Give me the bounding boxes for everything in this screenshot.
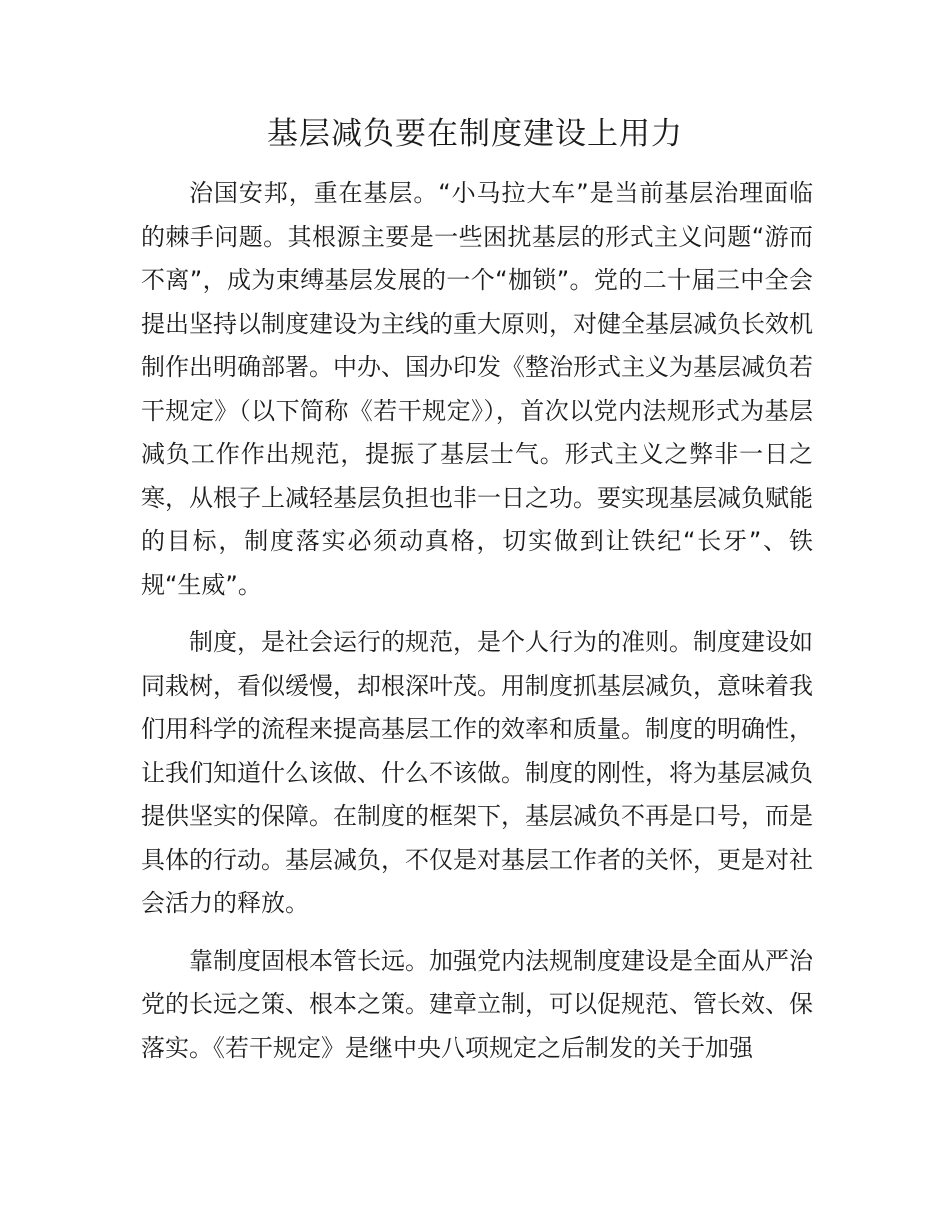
paragraph-1: 治国安邦，重在基层。“小马拉大车”是当前基层治理面临的棘手问题。其根源主要是一些困扰基层的形式主义问题“游而不离”，成为束缚基层发展的一个“枷锁”。党的二十届三中全会提出坚持以制度建设为主线的重大原则，对健全基层减负长效机制作出明确部署。中办、国办印发《整治形式主义为基层减负若干规定》（以下简称《若干规定》），首次以党内法规形式为基层减负工作作出规范，提振了基层士气。形式主义之弊非一日之寒，从根子上减轻基层负担也非一日之功。要实现基层减负赋能的目标，制度落实必须动真格，切实做到让铁纪“长牙”、铁规“生威”。	[141, 179, 813, 599]
document-body	[141, 172, 813, 1084]
document-title: 基层减负要在制度建设上用力	[267, 116, 683, 152]
paragraph-2: 制度，是社会运行的规范，是个人行为的准则。制度建设如同栽树，看似缓慢，却根深叶茂。用制度抓基层减负，意味着我们用科学的流程来提高基层工作的效率和质量。制度的明确性，让我们知道什么该做、什么不该做。制度的刚性，将为基层减负提供坚实的保障。在制度的框架下，基层减负不再是口号，而是具体的行动。基层减负，不仅是对基层工作者的关怀，更是对社会活力的释放。	[141, 628, 813, 917]
paragraph-3: 靠制度固根本管长远。加强党内法规制度建设是全面从严治党的长远之策、根本之策。建章立制，可以促规范、管长效、保落实。《若干规定》是继中央八项规定之后制发的关于加强	[141, 946, 813, 1062]
